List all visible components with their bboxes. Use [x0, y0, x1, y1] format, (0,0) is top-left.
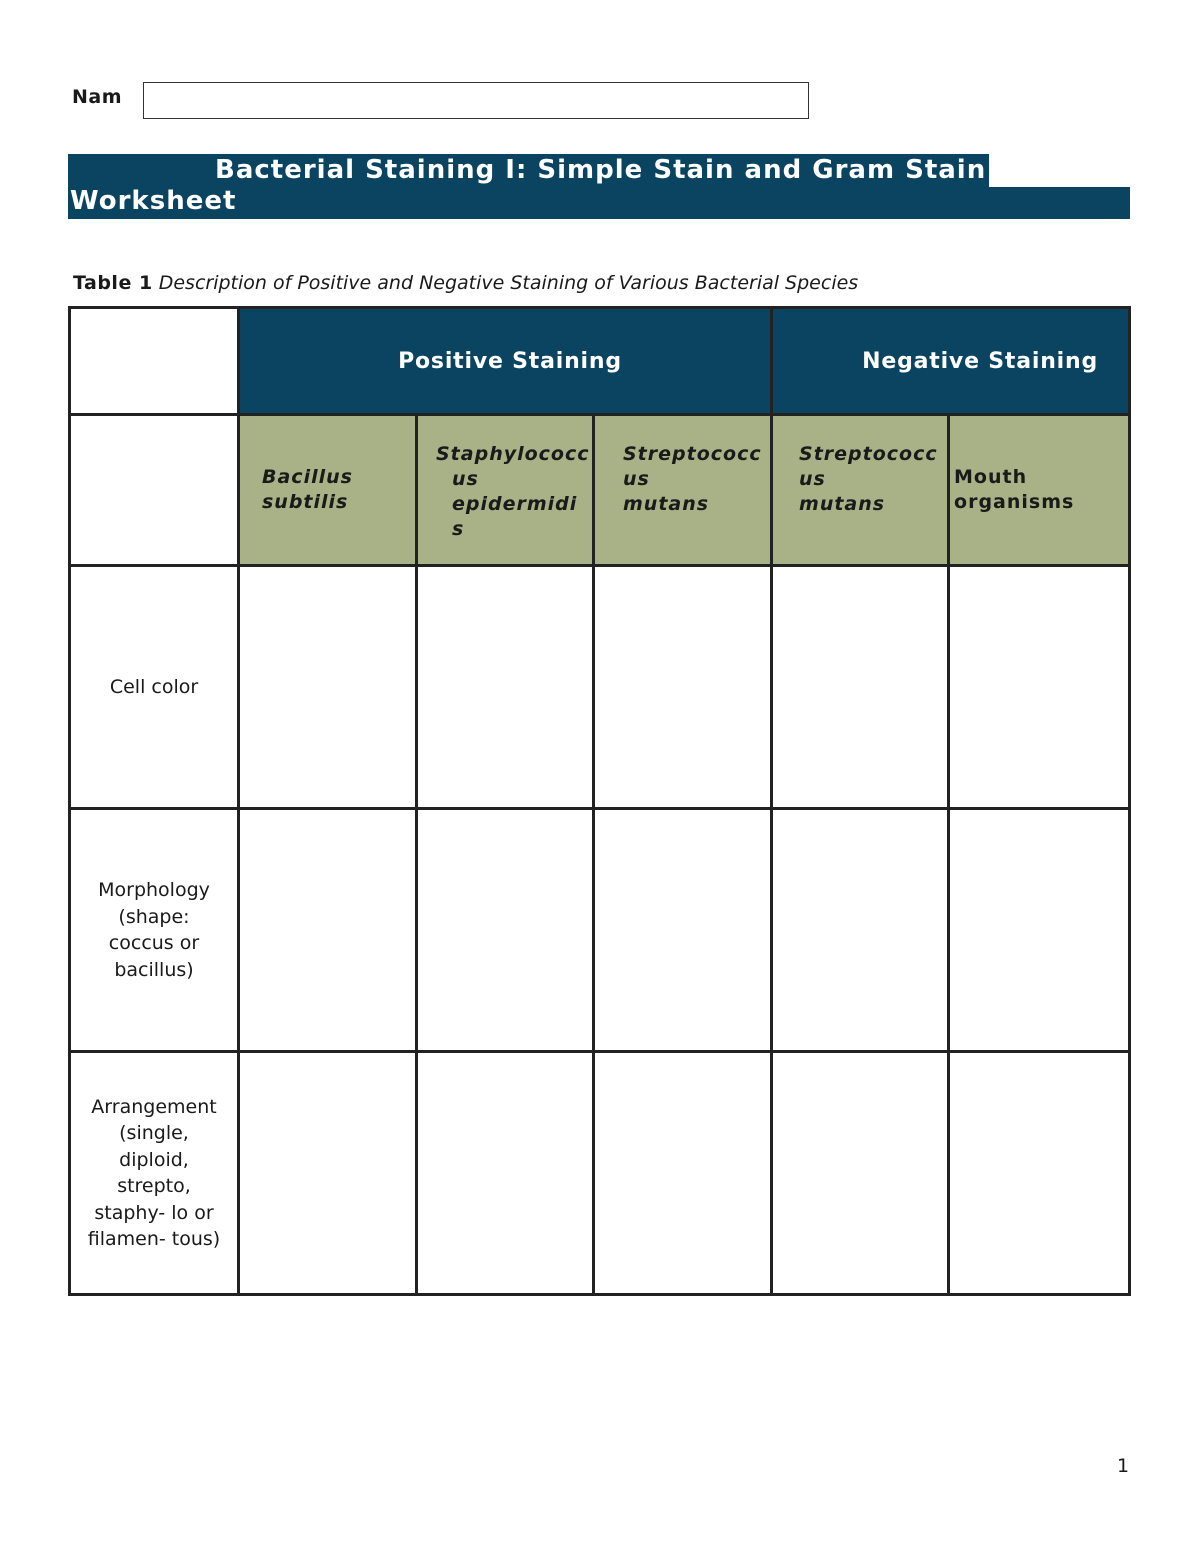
row-label-arrangement: Arrangement (single, diploid, strepto, staphy- lo or filamen- tous) [70, 1052, 239, 1295]
answer-cell[interactable] [239, 1052, 417, 1295]
answer-cell[interactable] [949, 566, 1130, 809]
species-streptococcus-mutans-negative: Streptococc us mutans [772, 415, 949, 566]
answer-cell[interactable] [417, 1052, 594, 1295]
negative-staining-header: Negative Staining [772, 308, 1130, 415]
positive-staining-header: Positive Staining [239, 308, 772, 415]
answer-cell[interactable] [417, 566, 594, 809]
table-caption [73, 272, 858, 294]
worksheet-title: Bacterial Staining I: Simple Stain and Gram Stain [215, 155, 987, 185]
answer-cell[interactable] [772, 809, 949, 1052]
answer-cell[interactable] [594, 1052, 772, 1295]
answer-cell[interactable] [239, 566, 417, 809]
name-input-box[interactable] [143, 82, 809, 119]
answer-cell[interactable] [949, 1052, 1130, 1295]
staining-table [68, 306, 1131, 1296]
answer-cell[interactable] [417, 809, 594, 1052]
table-row-arrangement [70, 1052, 1130, 1295]
corner-cell [70, 308, 239, 415]
table-caption-label: Table 1 [73, 272, 153, 294]
species-staphylococcus-epidermidis: Staphylococc us epidermidi s [417, 415, 594, 566]
name-label: Nam [72, 86, 123, 108]
worksheet-title-continued: Worksheet [70, 186, 237, 216]
table-caption-text: Description of Positive and Negative Staining of Various Bacterial Species [158, 272, 859, 294]
species-bacillus-subtilis: Bacillus subtilis [239, 415, 417, 566]
species-header-row [70, 415, 1130, 566]
species-streptococcus-mutans-positive: Streptococc us mutans [594, 415, 772, 566]
group-header-row [70, 308, 1130, 415]
table-row-cell-color [70, 566, 1130, 809]
table-row-morphology [70, 809, 1130, 1052]
species-corner-cell [70, 415, 239, 566]
row-label-morphology: Morphology (shape: coccus or bacillus) [70, 809, 239, 1052]
answer-cell[interactable] [594, 809, 772, 1052]
answer-cell[interactable] [594, 566, 772, 809]
row-label-cell-color: Cell color [70, 566, 239, 809]
answer-cell[interactable] [949, 809, 1130, 1052]
answer-cell[interactable] [772, 1052, 949, 1295]
answer-cell[interactable] [239, 809, 417, 1052]
answer-cell[interactable] [772, 566, 949, 809]
page-number: 1 [1117, 1455, 1130, 1477]
species-mouth-organisms: Mouth organisms [949, 415, 1130, 566]
